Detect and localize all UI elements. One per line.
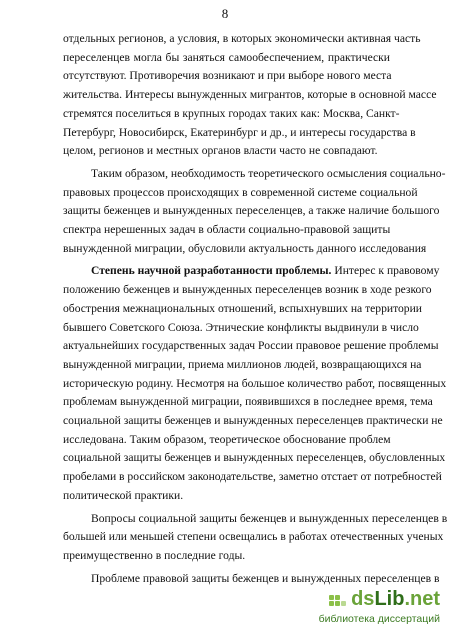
text-line: социальной защиты беженцев и вынужденных переселенцев практически не [63, 414, 443, 428]
page-number: 8 [221, 6, 229, 21]
text-line: социальной защиты беженцев и вынужденных переселенцев, обусловленных [63, 451, 446, 465]
text-line: спектра нерешенных задач в области социально-правовой защиты [63, 223, 391, 237]
heading-continuation: Интерес к правовому [331, 264, 440, 278]
text-line: вынужденной миграции, приема миллионов людей, возвращающихся на [63, 357, 422, 371]
section-heading: Степень научной разработанности проблемы. [91, 264, 332, 278]
text-line: жительства. Интересы вынужденных мигрантов, которые в основной массе [63, 88, 437, 102]
text-line: переселенцев могла бы заняться самообеспечением, практически [63, 50, 390, 64]
text-line: пробелами в российском законодательстве, заметно отстает от потребностей [63, 470, 442, 484]
document-body [63, 30, 448, 588]
text-line: Таким образом, необходимость теоретического осмысления социально- [91, 166, 446, 180]
text-line: отсутствуют. Противоречия возникают и при выборе нового места [63, 69, 392, 83]
text-line: правовых процессов происходящих в современной системе социальной [63, 185, 418, 199]
text-line: стремятся поселиться в крупных городах таких как: Москва, Санкт- [63, 106, 400, 120]
text-line: защиты беженцев и вынужденных переселенцев, а также наличие большого [63, 204, 440, 218]
dslib-subtitle: библиотека диссертаций [318, 613, 440, 625]
text-line: целом, регионов и местных органов власти часто не совпадают. [63, 144, 378, 158]
text-line: политической практики. [63, 488, 184, 502]
text-line: бывшего Советского Союза. Этнические конфликты выдвинули в число [63, 320, 419, 334]
dslib-watermark [318, 588, 442, 628]
text-line: Петербург, Новосибирск, Екатеринбург и др., и интересы государства в [63, 125, 416, 139]
dslib-logo: dsLib.net [351, 588, 440, 610]
text-line: Проблеме правовой защиты беженцев и вынужденных переселенцев в [91, 571, 440, 585]
text-line: историческую родину. Несмотря на большое количество работ, посвященных [63, 376, 447, 390]
text-line: Вопросы социальной защиты беженцев и вынужденных переселенцев в [91, 511, 448, 525]
text-line: отдельных регионов, а условия, в которых экономически активная часть [63, 32, 421, 45]
text-line: обострения межнациональных отношений, вспыхнувших на территории [63, 301, 422, 315]
text-line: исследована. Таким образом, теоретическое обоснование проблем [63, 432, 391, 446]
text-line: преимущественно в последние годы. [63, 548, 246, 562]
text-line: положению беженцев и вынужденных переселенцев возник в ходе резкого [63, 283, 432, 297]
text-line: большей или меньшей степени освещались в работах отечественных ученых [63, 530, 444, 544]
text-line: актуальнейших государственных задач России правовое решение проблемы [63, 339, 439, 353]
text-line-with-heading [63, 262, 440, 281]
text-line: проблемам вынужденной миграции, появившихся в последнее время, тема [63, 395, 433, 409]
text-line: вынужденной миграции, обусловили актуальность данного исследования [63, 241, 427, 255]
